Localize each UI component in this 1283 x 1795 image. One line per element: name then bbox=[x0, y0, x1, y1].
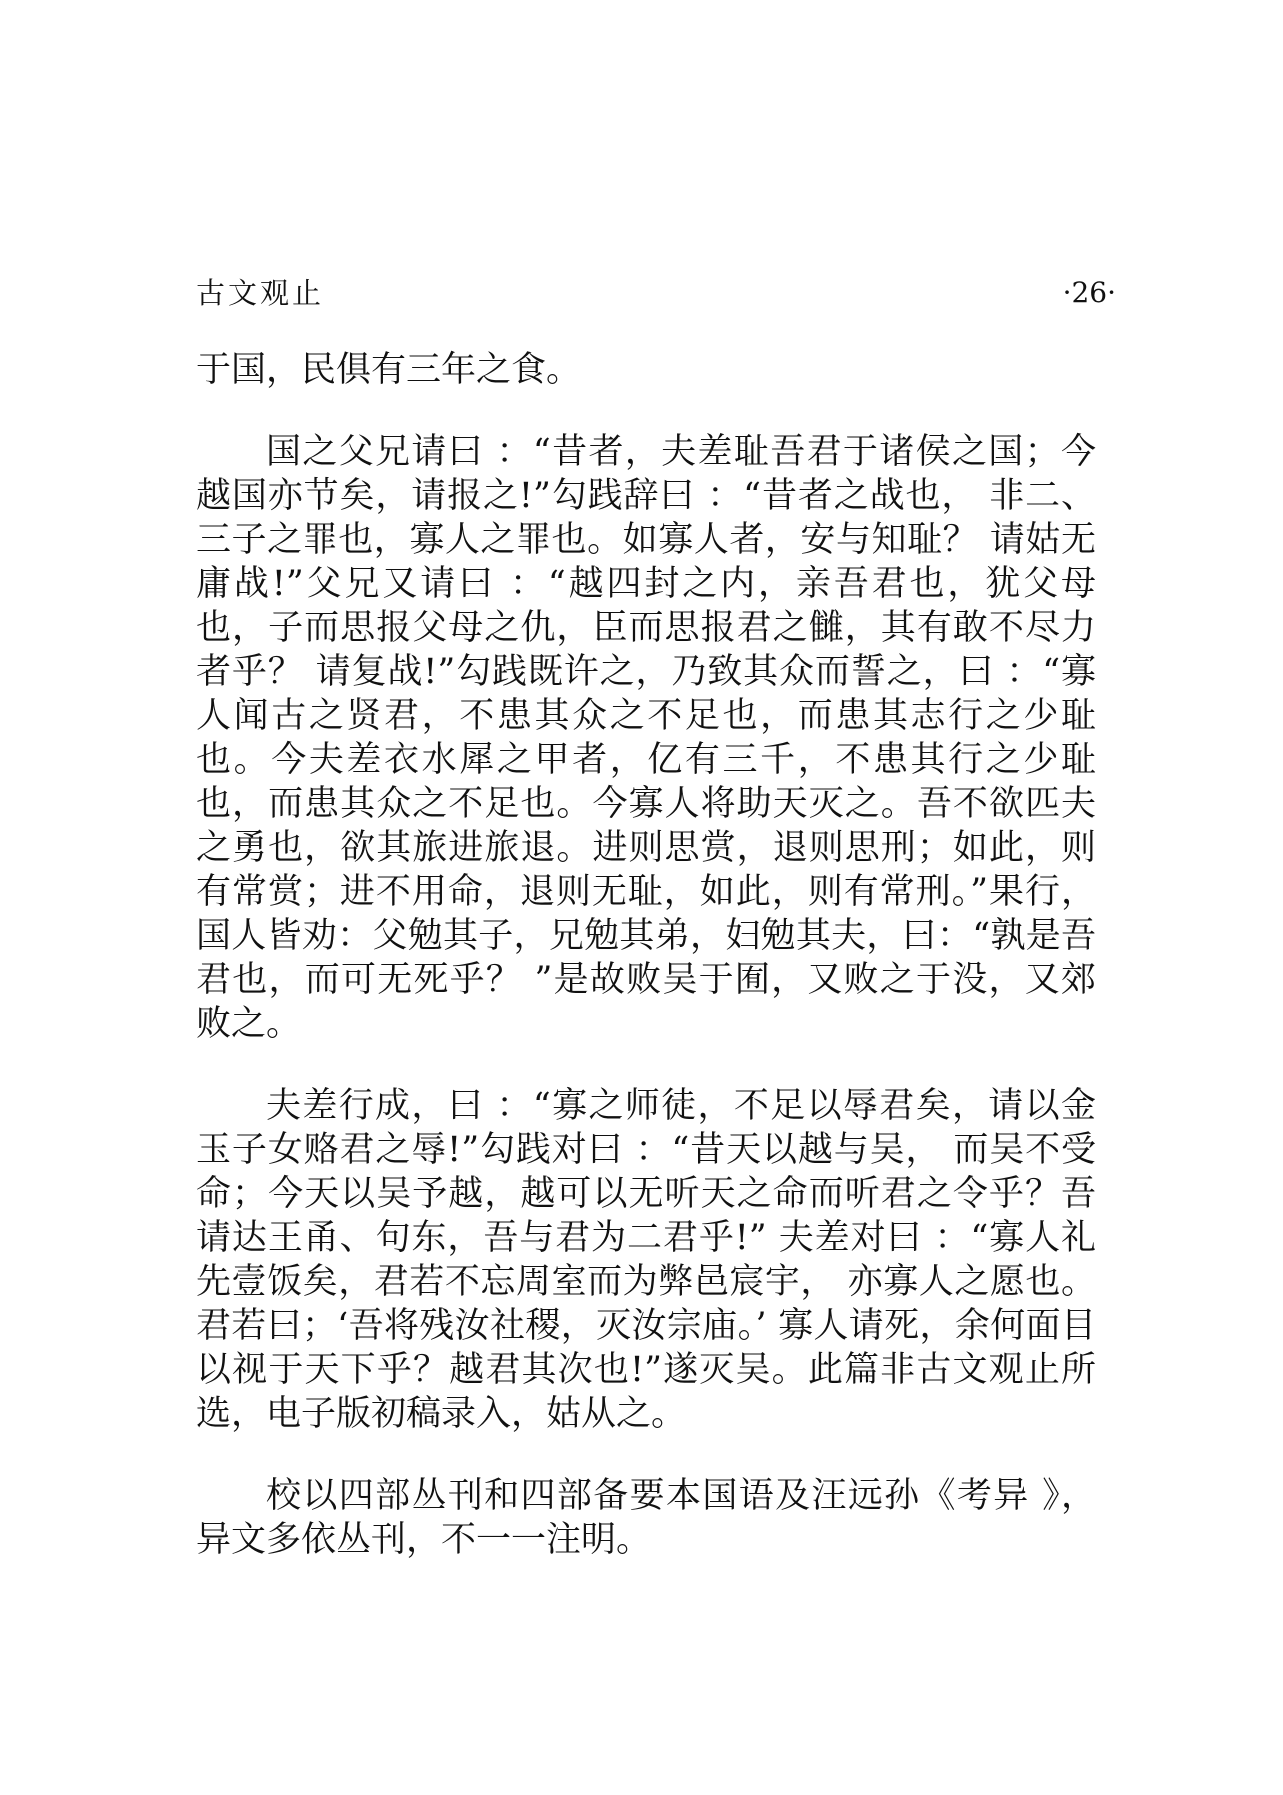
paragraph-collation-note: 校以四部丛刊和四部备要本国语及汪远孙《考异 》，异文多依丛刊，不一一注明。 bbox=[196, 1476, 1096, 1560]
page-number: ·26· bbox=[1062, 276, 1116, 309]
paragraph-fuchai-surrender: 夫差行成，曰 ：“寡之师徒，不足以辱君矣，请以金玉子女赂君之辱!”勾践对曰 ：“昔天以越与吴， 而吴不受命；今天以吴予越，越可以无听天之命而听君之令乎？吾请达王甬、句东，吾与君为二君乎!” 夫差对曰 ：“寡人礼先壹饭矣，君若不忘周室而为弊邑宸宇， 亦寡人之愿也。君若曰；‘吾将残汝社稷，灭汝宗庙。’ 寡人请死，余何面目以视于天下乎？越君其次也!”遂灭吴。此篇非古文观止所选，电子版初稿录入，姑从之。 bbox=[196, 1086, 1096, 1434]
paragraph-fathers-request: 国之父兄请曰 ：“昔者，夫差耻吾君于诸侯之国；今越国亦节矣，请报之!”勾践辞曰 ：“昔者之战也， 非二、三子之罪也，寡人之罪也。如寡人者，安与知耻？ 请姑无庸战!”父兄又请曰 ：“越四封之内，亲吾君也，犹父母也，子而思报父母之仇，臣而思报君之雠，其有敢不尽力者乎？ 请复战!”勾践既许之，乃致其众而誓之，曰 ：“寡人闻古之贤君，不患其众之不足也，而患其志行之少耻也。今夫差衣水犀之甲者，亿有三千，不患其行之少耻也，而患其众之不足也。今寡人将助天灭之。吾不欲匹夫之勇也，欲其旅进旅退。进则思赏，退则思刑；如此，则有常赏；进不用命，退则无耻，如此，则有常刑。”果行，国人皆劝：父勉其子，兄勉其弟，妇勉其夫，曰：“孰是吾君也，而可无死乎？ ”是故败吴于囿，又败之于没，又郊败之。 bbox=[196, 432, 1096, 1044]
book-title: 古文观止 bbox=[196, 276, 325, 310]
paragraph-continuation: 于国，民俱有三年之食。 bbox=[196, 350, 582, 390]
page-body bbox=[196, 348, 1096, 1600]
page-header bbox=[196, 268, 1116, 318]
